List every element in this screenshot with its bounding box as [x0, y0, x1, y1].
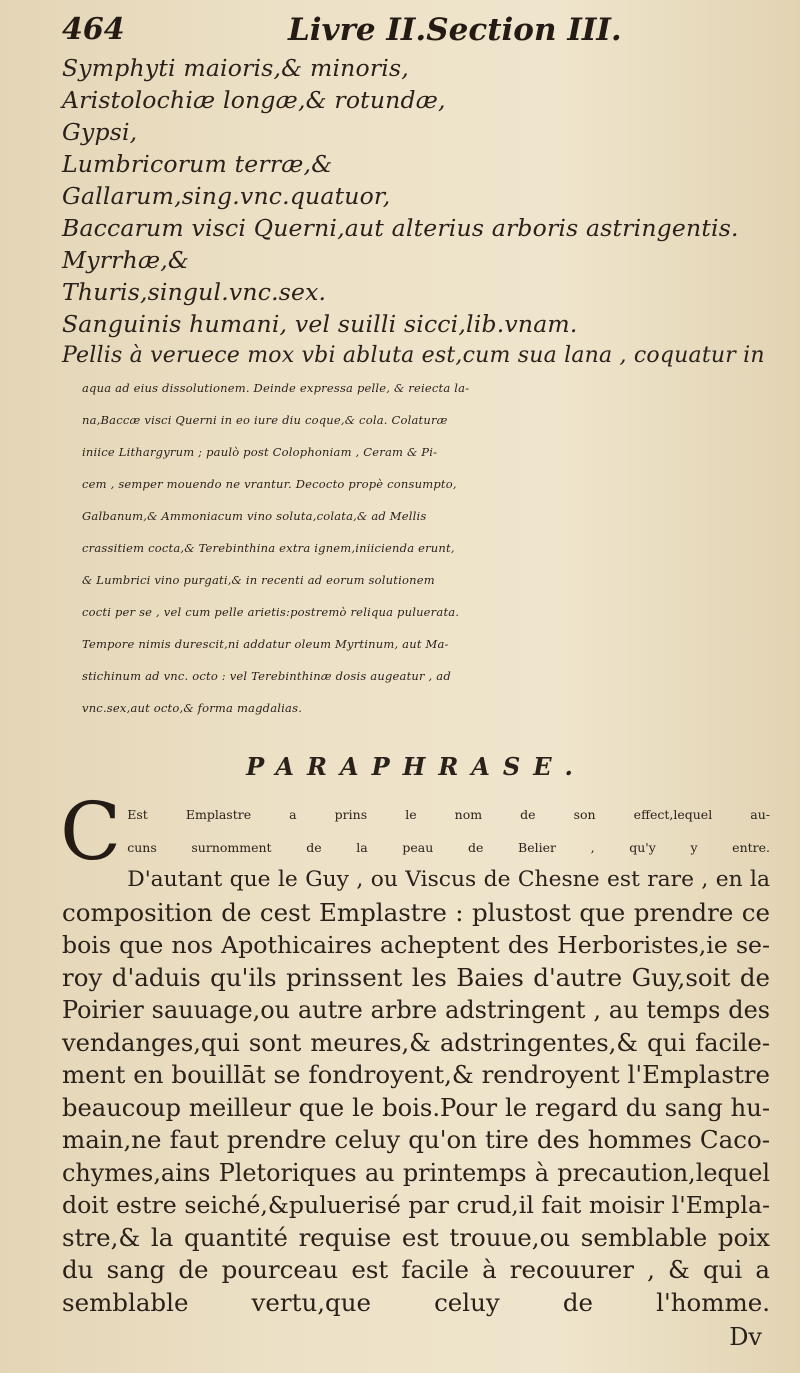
- ingredient-line: Symphyti maioris,& minoris,: [62, 54, 409, 82]
- ingredient-line: Myrrhæ,&: [62, 246, 190, 274]
- ingredient-line: Baccarum visci Querni,aut alterius arboris astringentis.: [62, 214, 739, 242]
- paraphrase-line: composition de cest Emplastre : plustost que prendre ce: [62, 897, 770, 927]
- recipe-paragraph-line: aqua ad eius dissolutionem. Deinde expressa pelle, & reiecta la-: [82, 381, 470, 395]
- paraphrase-line: du sang de pourceau est facile à recouurer , & qui a: [62, 1255, 770, 1284]
- paraphrase-heading: PARAPHRASE.: [246, 752, 586, 781]
- running-title: Livre II.Section III.: [288, 12, 622, 48]
- paraphrase-line: Poirier sauuage,ou autre arbre adstringent , au temps des: [62, 996, 770, 1024]
- ingredient-line: Sanguinis humani, vel suilli sicci,lib.vnam.: [62, 310, 578, 338]
- page-header: [62, 10, 770, 52]
- paraphrase-body: [60, 785, 770, 1319]
- paraphrase-line: bois que nos Apothicaires acheptent des Herboristes,ie se-: [62, 931, 770, 959]
- recipe-paragraph-line: crassitiem cocta,& Terebinthina extra ignem,iniicienda erunt,: [82, 541, 455, 555]
- paraphrase-line: doit estre seiché,&puluerisé par crud,il fait moisir l'Empla-: [62, 1191, 770, 1219]
- ingredient-line: Thuris,singul.vnc.sex.: [62, 278, 327, 306]
- paraphrase-line: semblable vertu,que celuy de l'homme.: [62, 1287, 770, 1317]
- recipe-paragraph-line: vnc.sex,aut octo,& forma magdalias.: [82, 701, 303, 715]
- paraphrase-line: Est Emplastre a prins le nom de son effect,lequel au-: [127, 807, 770, 822]
- ingredient-line: Gypsi,: [62, 118, 138, 146]
- recipe-paragraph-line: & Lumbrici vino purgati,& in recenti ad eorum solutionem: [82, 573, 435, 587]
- ingredient-line: Aristolochiæ longæ,& rotundæ,: [62, 86, 446, 114]
- paraphrase-line: roy d'aduis qu'ils prinssent les Baies d'autre Guy,soit de: [62, 962, 770, 992]
- ingredient-line: Lumbricorum terræ,&: [62, 150, 333, 178]
- paraphrase-line: vendanges,qui sont meures,& adstringentes,& qui facile-: [62, 1028, 770, 1057]
- drop-capital: C: [60, 785, 122, 878]
- recipe-ingredients: [62, 52, 770, 724]
- paraphrase-line: beaucoup meilleur que le bois.Pour le regard du sang hu-: [62, 1093, 770, 1122]
- paraphrase-line: stre,& la quantité requise est trouue,ou semblable poix: [62, 1222, 770, 1252]
- recipe-paragraph-line: Pellis à veruece mox vbi abluta est,cum sua lana , coquatur in: [62, 343, 765, 368]
- paraphrase-line: D'autant que le Guy , ou Viscus de Chesne est rare , en la: [127, 867, 770, 892]
- recipe-paragraph-line: iniice Lithargyrum ; paulò post Colophoniam , Ceram & Pi-: [82, 445, 438, 459]
- paraphrase-line: chymes,ains Pletoriques au printemps à precaution,lequel: [62, 1158, 770, 1187]
- recipe-paragraph-line: na,Baccæ visci Querni in eo iure diu coque,& cola. Colaturæ: [82, 413, 448, 427]
- paraphrase-line: main,ne faut prendre celuy qu'on tire des hommes Caco-: [62, 1125, 770, 1154]
- recipe-paragraph-line: Galbanum,& Ammoniacum vino soluta,colata,& ad Mellis: [82, 509, 427, 523]
- paraphrase-line: cuns surnomment de la peau de Belier , qu'y y entre.: [127, 839, 770, 855]
- recipe-paragraph-line: Tempore nimis durescit,ni addatur oleum Myrtinum, aut Ma-: [82, 637, 449, 651]
- recipe-paragraph-line: cocti per se , vel cum pelle arietis:postremò reliqua puluerata.: [82, 605, 460, 619]
- page-number: 464: [62, 12, 125, 47]
- paraphrase-line: ment en bouillāt se fondroyent,& rendroyent l'Emplastre: [62, 1060, 770, 1089]
- ingredient-line: Gallarum,sing.vnc.quatuor,: [62, 182, 391, 210]
- recipe-paragraph-line: stichinum ad vnc. octo : vel Terebinthinæ dosis augeatur , ad: [82, 669, 451, 683]
- catchword: Dv: [729, 1323, 762, 1351]
- recipe-paragraph-line: cem , semper mouendo ne vrantur. Decocto propè consumpto,: [82, 477, 457, 491]
